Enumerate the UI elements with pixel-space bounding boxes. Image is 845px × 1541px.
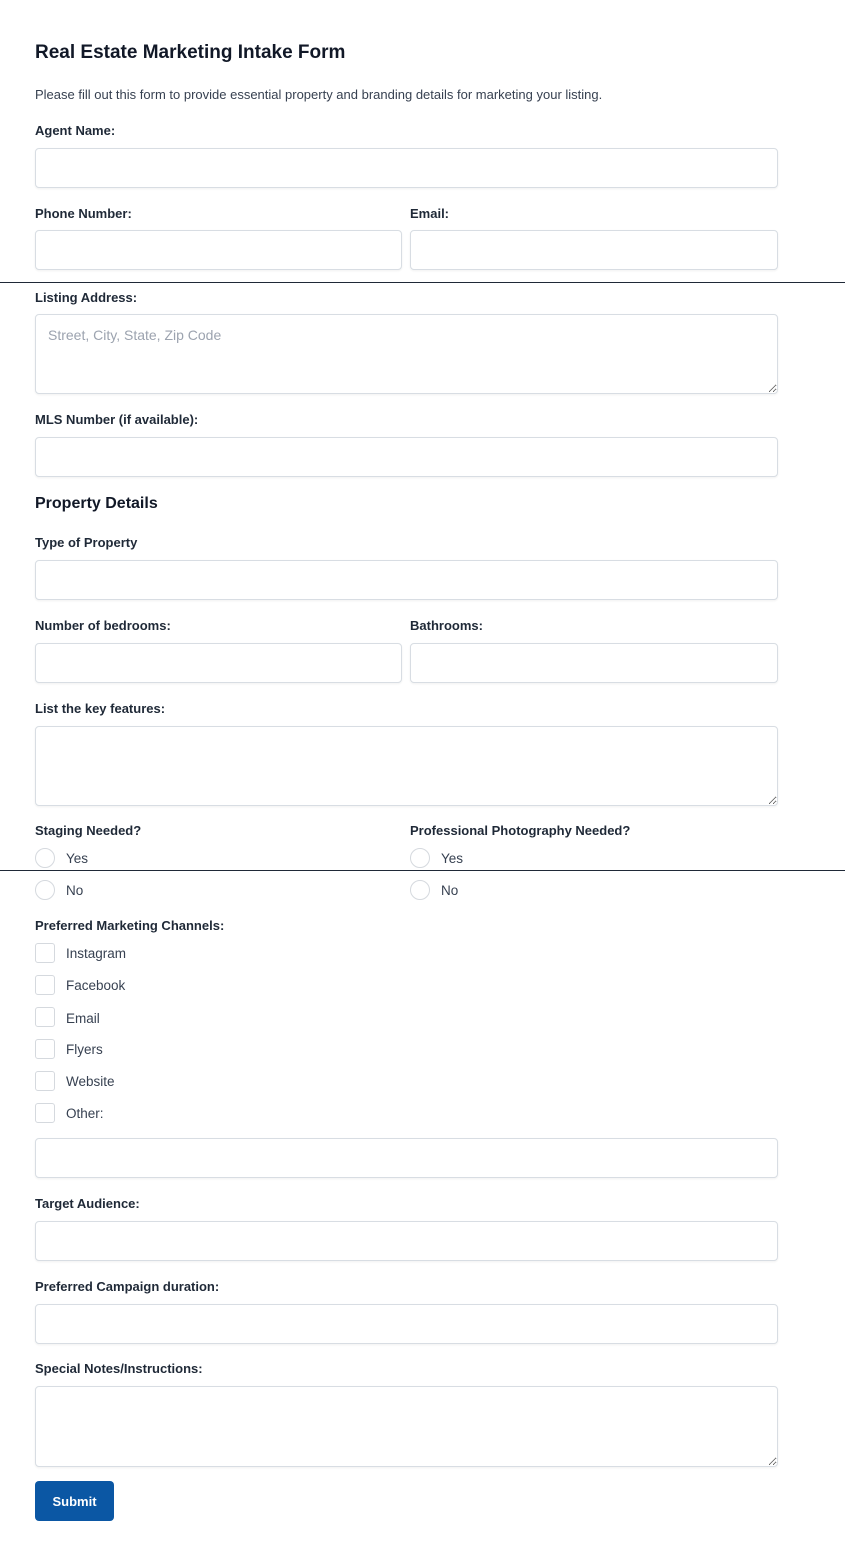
- bedrooms-input[interactable]: [35, 643, 402, 683]
- mls-number-input[interactable]: [35, 437, 778, 477]
- channel-other-label: Other:: [66, 1106, 104, 1121]
- target-audience-label: Target Audience:: [35, 1196, 140, 1211]
- channel-other-checkbox[interactable]: [35, 1103, 55, 1123]
- channel-flyers-checkbox[interactable]: [35, 1039, 55, 1059]
- email-input[interactable]: [410, 230, 778, 270]
- listing-address-textarea[interactable]: [35, 314, 778, 394]
- bathrooms-input[interactable]: [410, 643, 778, 683]
- email-label: Email:: [410, 206, 450, 221]
- photography-no-label: No: [441, 883, 459, 898]
- channel-facebook-label: Facebook: [66, 978, 126, 993]
- agent-name-input[interactable]: [35, 148, 778, 188]
- property-type-input[interactable]: [35, 560, 778, 600]
- divider-line: [0, 282, 845, 283]
- staging-yes-radio[interactable]: [35, 848, 55, 868]
- staging-no-radio[interactable]: [35, 880, 55, 900]
- photography-no-radio[interactable]: [410, 880, 430, 900]
- property-details-heading: Property Details: [35, 495, 158, 512]
- photography-label: Professional Photography Needed?: [410, 823, 631, 838]
- channel-instagram-label: Instagram: [66, 946, 127, 961]
- property-type-label: Type of Property: [35, 535, 138, 550]
- agent-name-label: Agent Name:: [35, 123, 116, 138]
- special-notes-label: Special Notes/Instructions:: [35, 1361, 203, 1376]
- channel-email-label: Email: [66, 1011, 100, 1026]
- campaign-duration-label: Preferred Campaign duration:: [35, 1279, 220, 1294]
- phone-input[interactable]: [35, 230, 402, 270]
- campaign-duration-input[interactable]: [35, 1304, 778, 1344]
- channel-flyers-label: Flyers: [66, 1042, 103, 1057]
- staging-yes-label: Yes: [66, 851, 89, 866]
- page-title: Real Estate Marketing Intake Form: [35, 42, 346, 63]
- channel-instagram-checkbox[interactable]: [35, 943, 55, 963]
- channel-email-checkbox[interactable]: [35, 1007, 55, 1027]
- staging-label: Staging Needed?: [35, 823, 142, 838]
- key-features-label: List the key features:: [35, 701, 166, 716]
- divider-line: [0, 870, 845, 871]
- photography-yes-radio[interactable]: [410, 848, 430, 868]
- listing-address-label: Listing Address:: [35, 290, 138, 305]
- submit-button[interactable]: Submit: [35, 1481, 114, 1521]
- phone-label: Phone Number:: [35, 206, 132, 221]
- bedrooms-label: Number of bedrooms:: [35, 618, 171, 633]
- channel-website-checkbox[interactable]: [35, 1071, 55, 1091]
- marketing-channels-label: Preferred Marketing Channels:: [35, 918, 225, 933]
- photography-yes-label: Yes: [441, 851, 464, 866]
- other-channel-input[interactable]: [35, 1138, 778, 1178]
- channel-facebook-checkbox[interactable]: [35, 975, 55, 995]
- mls-number-label: MLS Number (if available):: [35, 412, 199, 427]
- channel-website-label: Website: [66, 1074, 115, 1089]
- special-notes-textarea[interactable]: [35, 1386, 778, 1467]
- target-audience-input[interactable]: [35, 1221, 778, 1261]
- key-features-textarea[interactable]: [35, 726, 778, 806]
- form-intro: Please fill out this form to provide essential property and branding details for marketing your listing.: [35, 87, 603, 102]
- bathrooms-label: Bathrooms:: [410, 618, 483, 633]
- staging-no-label: No: [66, 883, 84, 898]
